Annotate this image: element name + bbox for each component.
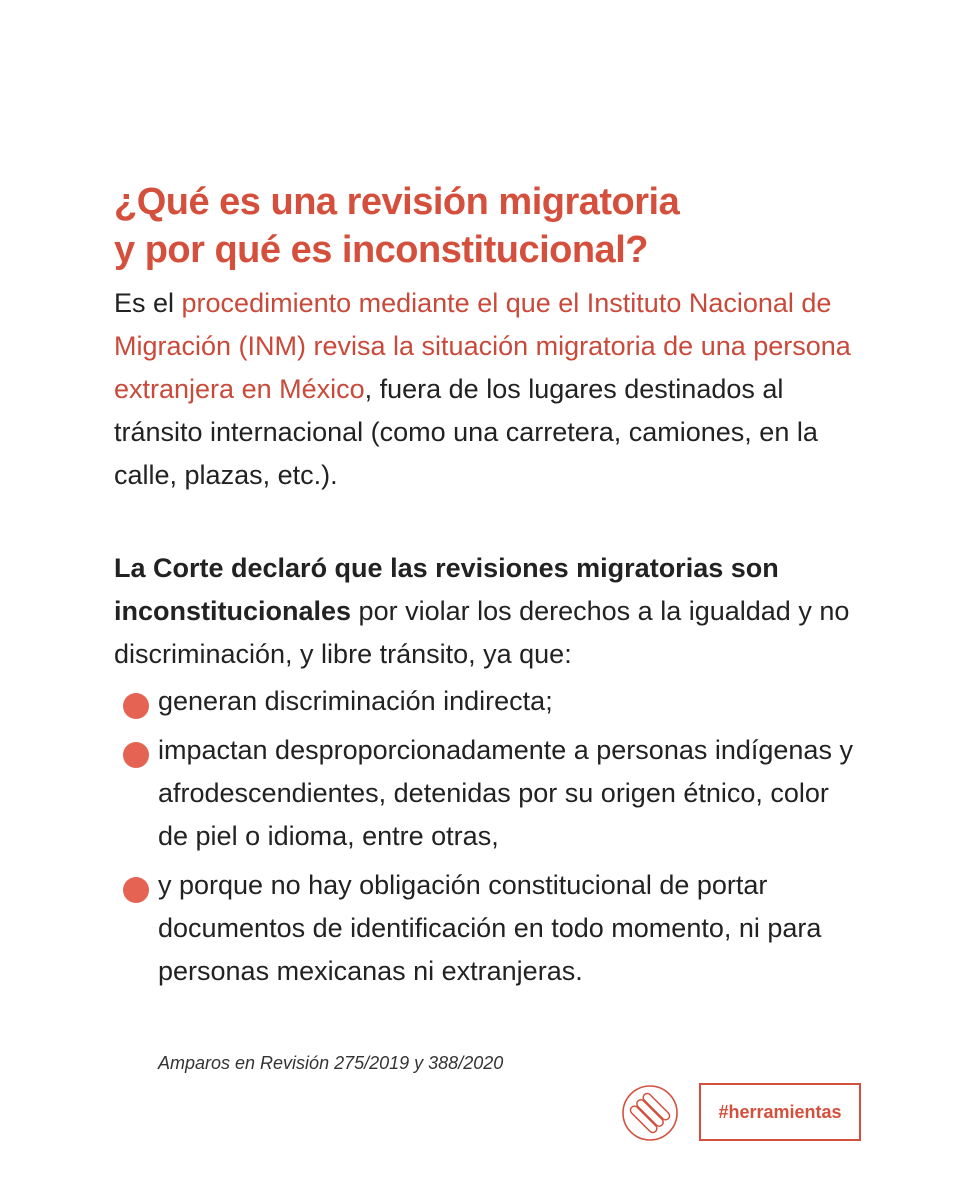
definition-highlight: procedimiento mediante el que el Instituto Nacional de Migración (INM) revisa la situación migratoria de una persona extranjera en México [114,288,851,404]
reasons-list [120,680,860,999]
list-item-text: impactan desproporcionadamente a personas indígenas y afrodescendientes, detenidas por su origen étnico, color de piel o idioma, entre otras, [158,735,853,851]
list-item-text: y porque no hay obligación constitucional de portar documentos de identificación en todo momento, ni para personas mexicanas ni extranjeras. [158,870,822,986]
list-item [120,680,860,723]
circle-logo-icon [621,1084,679,1142]
list-item-text: generan discriminación indirecta; [158,686,553,716]
definition-paragraph [114,282,854,497]
ruling-rest: por violar los derechos a la igualdad y no discriminación, y libre tránsito, ya que: [114,596,850,669]
bullet-dot-icon [123,693,149,719]
list-item [120,864,860,993]
title-line-2: y por qué es inconstitucional? [114,229,648,271]
definition-prefix: Es el [114,288,182,318]
definition-suffix: , fuera de los lugares destinados al tránsito internacional (como una carretera, camiones, en la calle, plazas, etc.). [114,374,818,490]
bullet-dot-icon [123,877,149,903]
page-title [114,178,874,274]
title-line-1: ¿Qué es una revisión migratoria [114,181,680,223]
ruling-bold: La Corte declaró que las revisiones migratorias son inconstitucionales [114,553,779,626]
citation: Amparos en Revisión 275/2019 y 388/2020 [158,1053,504,1073]
ruling-paragraph [114,547,854,676]
hashtag-badge: #herramientas [699,1083,861,1141]
bullet-dot-icon [123,742,149,768]
list-item [120,729,860,858]
